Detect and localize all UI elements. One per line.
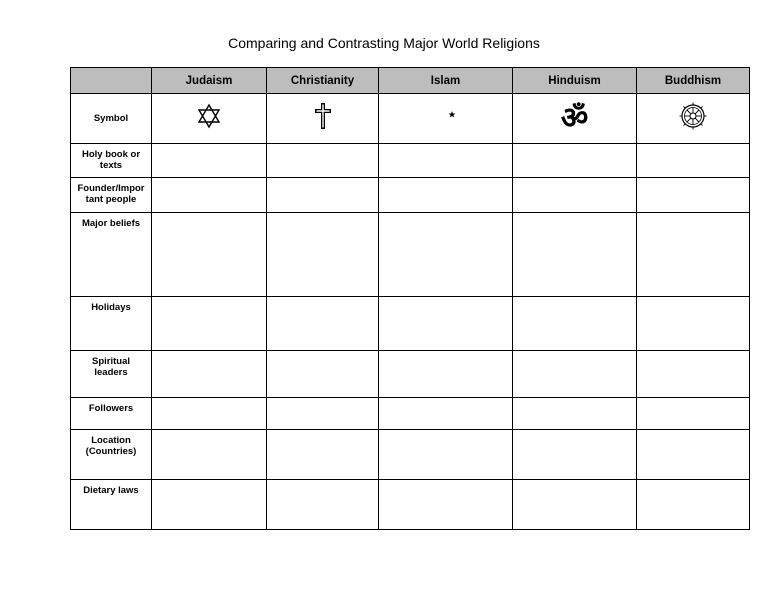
cell[interactable] [267, 430, 379, 480]
om-icon: ॐ [560, 100, 589, 136]
cell-symbol-buddhism [637, 94, 750, 144]
cell[interactable] [152, 178, 267, 213]
cell-symbol-judaism [152, 94, 267, 144]
row-label-followers: Followers [71, 398, 152, 430]
cell[interactable] [379, 398, 513, 430]
cell[interactable] [637, 480, 750, 530]
star-of-david-icon [196, 103, 222, 129]
row-label-dietary-laws: Dietary laws [71, 480, 152, 530]
cell[interactable] [379, 178, 513, 213]
cell[interactable] [379, 213, 513, 297]
page-title: Comparing and Contrasting Major World Religions [228, 35, 540, 51]
row-founder [71, 178, 750, 213]
cell[interactable] [152, 297, 267, 351]
cell[interactable] [637, 144, 750, 178]
row-label-holidays: Holidays [71, 297, 152, 351]
cell[interactable] [152, 213, 267, 297]
cell[interactable] [379, 430, 513, 480]
cell-symbol-islam [379, 94, 513, 144]
cell[interactable] [267, 398, 379, 430]
row-label-founder: Founder/Impor tant people [71, 178, 152, 213]
row-label-spiritual-leaders: Spiritual leaders [71, 351, 152, 398]
cell[interactable] [637, 351, 750, 398]
cell[interactable] [513, 351, 637, 398]
row-label-location: Location (Countries) [71, 430, 152, 480]
row-label-holy-book: Holy book or texts [71, 144, 152, 178]
cell[interactable] [267, 480, 379, 530]
header-hinduism: Hinduism [513, 68, 637, 94]
cell[interactable] [267, 297, 379, 351]
cell[interactable] [152, 480, 267, 530]
cross-icon [313, 102, 333, 130]
crescent-star-icon [432, 102, 460, 130]
row-label-symbol: Symbol [71, 94, 152, 144]
header-buddhism: Buddhism [637, 68, 750, 94]
cell[interactable] [267, 213, 379, 297]
cell[interactable] [637, 297, 750, 351]
comparison-table [70, 67, 750, 530]
cell[interactable] [152, 144, 267, 178]
row-location [71, 430, 750, 480]
cell[interactable] [267, 351, 379, 398]
row-dietary-laws [71, 480, 750, 530]
row-symbol [71, 94, 750, 144]
cell[interactable] [267, 144, 379, 178]
cell[interactable] [152, 430, 267, 480]
cell[interactable] [513, 178, 637, 213]
cell[interactable] [637, 178, 750, 213]
cell[interactable] [513, 398, 637, 430]
row-major-beliefs [71, 213, 750, 297]
cell[interactable] [379, 351, 513, 398]
header-row [71, 68, 750, 94]
cell-symbol-christianity [267, 94, 379, 144]
row-label-major-beliefs: Major beliefs [71, 213, 152, 297]
cell[interactable] [379, 480, 513, 530]
cell[interactable] [513, 430, 637, 480]
header-judaism: Judaism [152, 68, 267, 94]
header-christianity: Christianity [267, 68, 379, 94]
cell[interactable] [637, 430, 750, 480]
dharma-wheel-icon [678, 101, 708, 131]
cell-symbol-hinduism [513, 94, 637, 144]
cell[interactable] [152, 398, 267, 430]
cell[interactable] [379, 297, 513, 351]
cell[interactable] [267, 178, 379, 213]
cell[interactable] [637, 213, 750, 297]
row-followers [71, 398, 750, 430]
cell[interactable] [513, 144, 637, 178]
cell[interactable] [152, 351, 267, 398]
row-holy-book [71, 144, 750, 178]
row-holidays [71, 297, 750, 351]
header-islam: Islam [379, 68, 513, 94]
row-spiritual-leaders [71, 351, 750, 398]
cell[interactable] [637, 398, 750, 430]
cell[interactable] [513, 213, 637, 297]
cell[interactable] [379, 144, 513, 178]
header-corner [71, 68, 152, 94]
cell[interactable] [513, 480, 637, 530]
cell[interactable] [513, 297, 637, 351]
